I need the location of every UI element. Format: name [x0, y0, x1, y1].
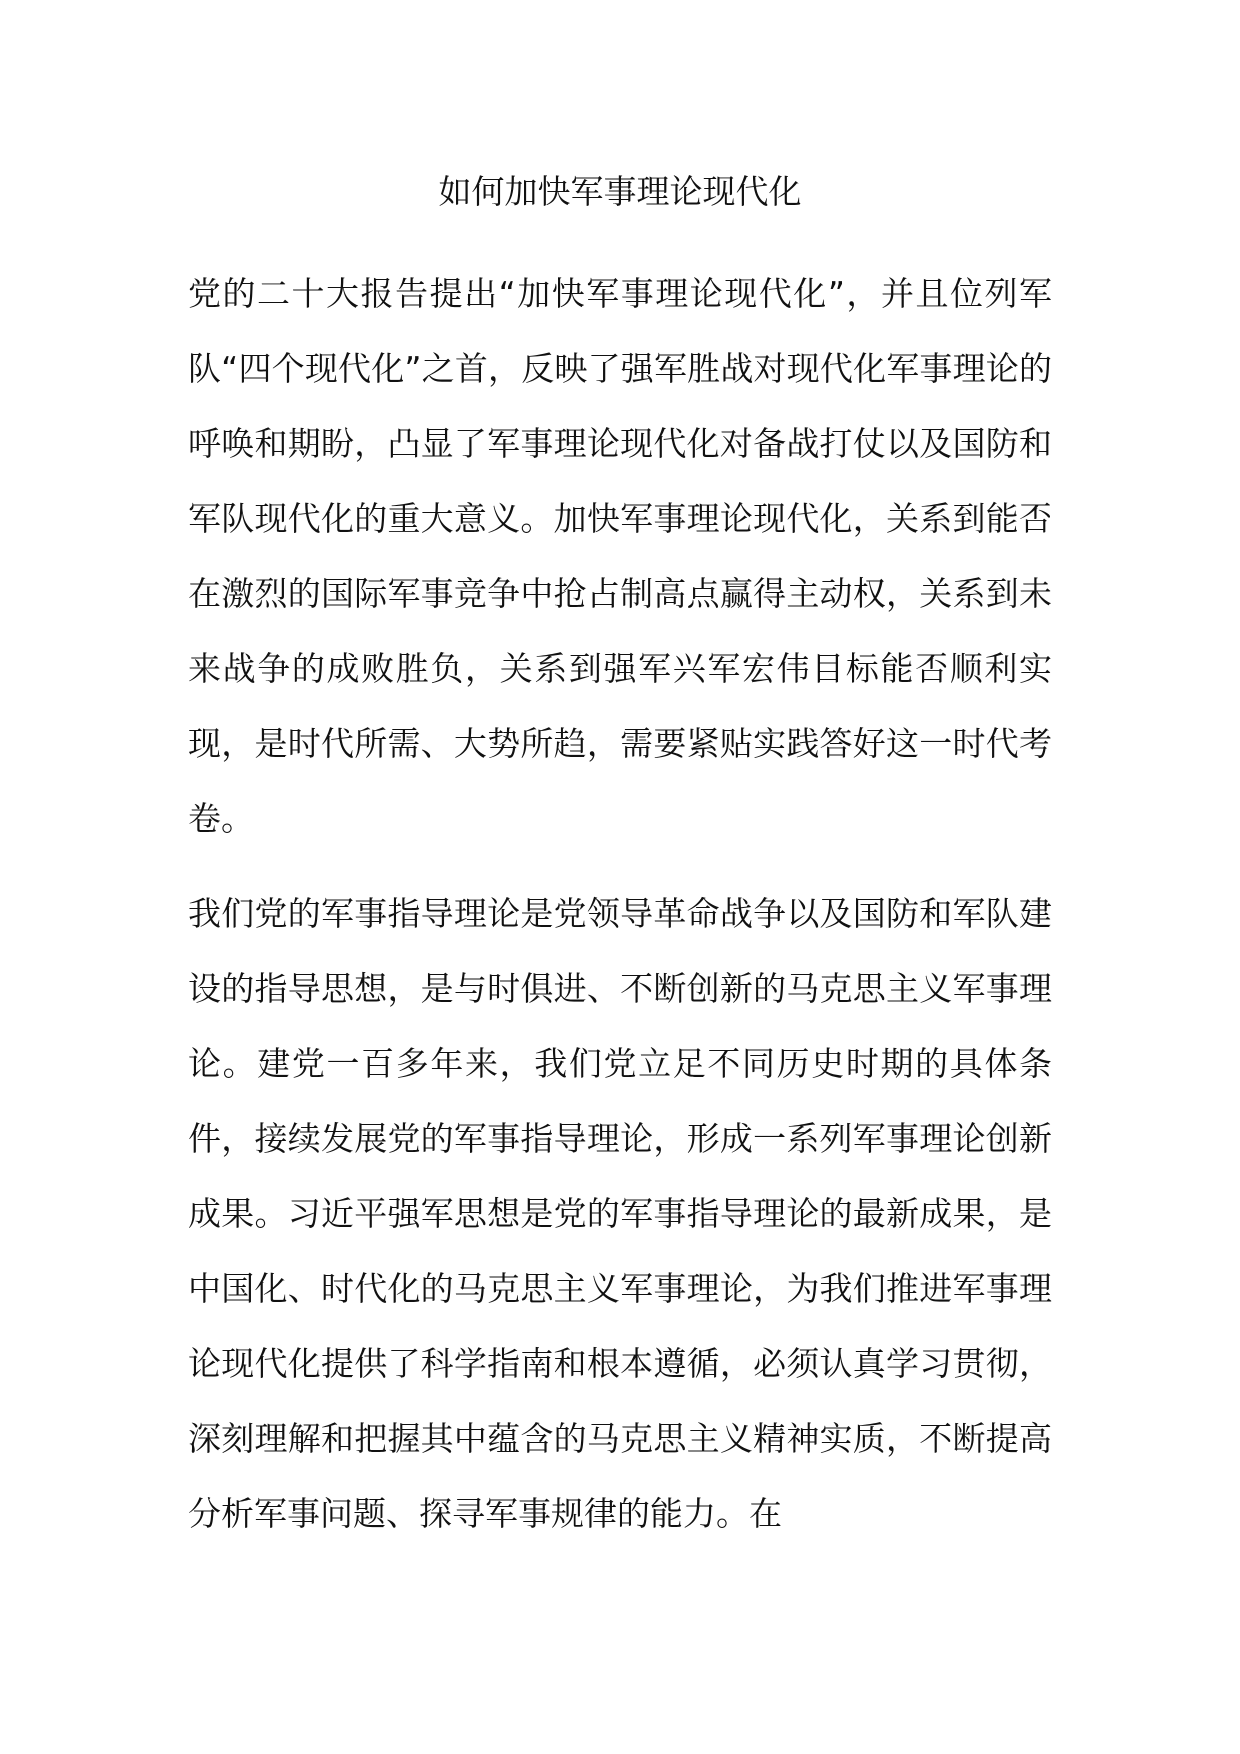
document-title: 如何加快军事理论现代化 — [438, 172, 802, 211]
paragraph-2: 我们党的军事指导理论是党领导革命战争以及国防和军队建设的指导思想，是与时俱进、不断创新的马克思主义军事理论。建党一百多年来，我们党立足不同历史时期的具体条件，接续发展党的军事指导理论，形成一系列军事理论创新成果。习近平强军思想是党的军事指导理论的最新成果，是中国化、时代化的马克思主义军事理论，为我们推进军事理论现代化提供了科学指南和根本遵循，必须认真学习贯彻，深刻理解和把握其中蕴含的马克思主义精神实质，不断提高分析军事问题、探寻军事规律的能力。在 — [188, 894, 1052, 1533]
paragraph-1: 党的二十大报告提出“加快军事理论现代化”，并且位列军队“四个现代化”之首，反映了强军胜战对现代化军事理论的呼唤和期盼，凸显了军事理论现代化对备战打仗以及国防和军队现代化的重大意义。加快军事理论现代化，关系到能否在激烈的国际军事竞争中抢占制高点赢得主动权，关系到未来战争的成败胜负，关系到强军兴军宏伟目标能否顺利实现，是时代所需、大势所趋，需要紧贴实践答好这一时代考卷。 — [188, 274, 1052, 838]
